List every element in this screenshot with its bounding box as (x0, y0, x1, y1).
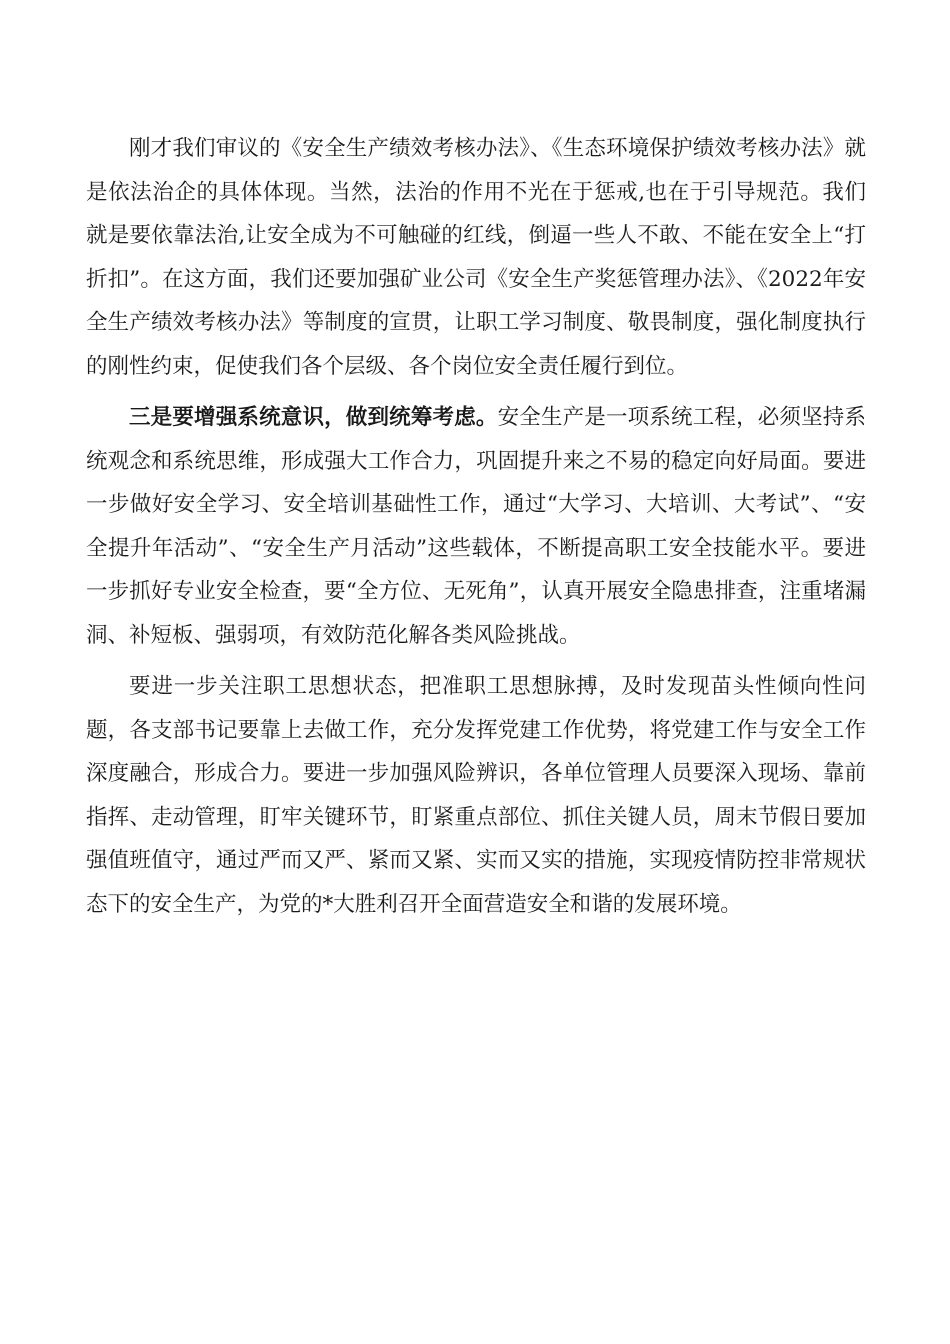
paragraph-employee-thinking (86, 665, 866, 926)
paragraph-text: 刚才我们审议的《安全生产绩效考核办法》、《生态环境保护绩效考核办法》就是依法治企的具体体现。当然，法治的作用不光在于惩戒,也在于引导规范。我们就是要依靠法治,让安全成为不可触碰的红线，倒逼一些人不敢、不能在安全上“打折扣”。在这方面，我们还要加强矿业公司《安全生产奖惩管理办法》、《2022年安全生产绩效考核办法》等制度的宣贯，让职工学习制度、敬畏制度，强化制度执行的刚性约束，促使我们各个层级、各个岗位安全责任履行到位。 (86, 136, 866, 379)
paragraph-rule-of-law (86, 127, 866, 388)
paragraph-text: 安全生产是一项系统工程，必须坚持系统观念和系统思维，形成强大工作合力，巩固提升来之不易的稳定向好局面。要进一步做好安全学习、安全培训基础性工作，通过“大学习、大培训、大考试”、“安全提升年活动”、“安全生产月活动”这些载体，不断提高职工安全技能水平。要进一步抓好专业安全检查，要“全方位、无死角”，认真开展安全隐患排查，注重堵漏洞、补短板、强弱项，有效防范化解各类风险挑战。 (86, 405, 866, 648)
paragraph-text: 要进一步关注职工思想状态，把准职工思想脉搏，及时发现苗头性倾向性问题，各支部书记要靠上去做工作，充分发挥党建工作优势，将党建工作与安全工作深度融合，形成合力。要进一步加强风险辨识，各单位管理人员要深入现场、靠前指挥、走动管理，盯牢关键环节，盯紧重点部位、抓住关键人员，周末节假日要加强值班值守，通过严而又严、紧而又紧、实而又实的措施，实现疫情防控非常规状态下的安全生产，为党的*大胜利召开全面营造安全和谐的发展环境。 (86, 674, 866, 917)
document-body (86, 127, 866, 926)
paragraph-system-awareness (86, 396, 866, 657)
paragraph-lead-heading: 三是要增强系统意识，做到统筹考虑。 (129, 405, 498, 430)
